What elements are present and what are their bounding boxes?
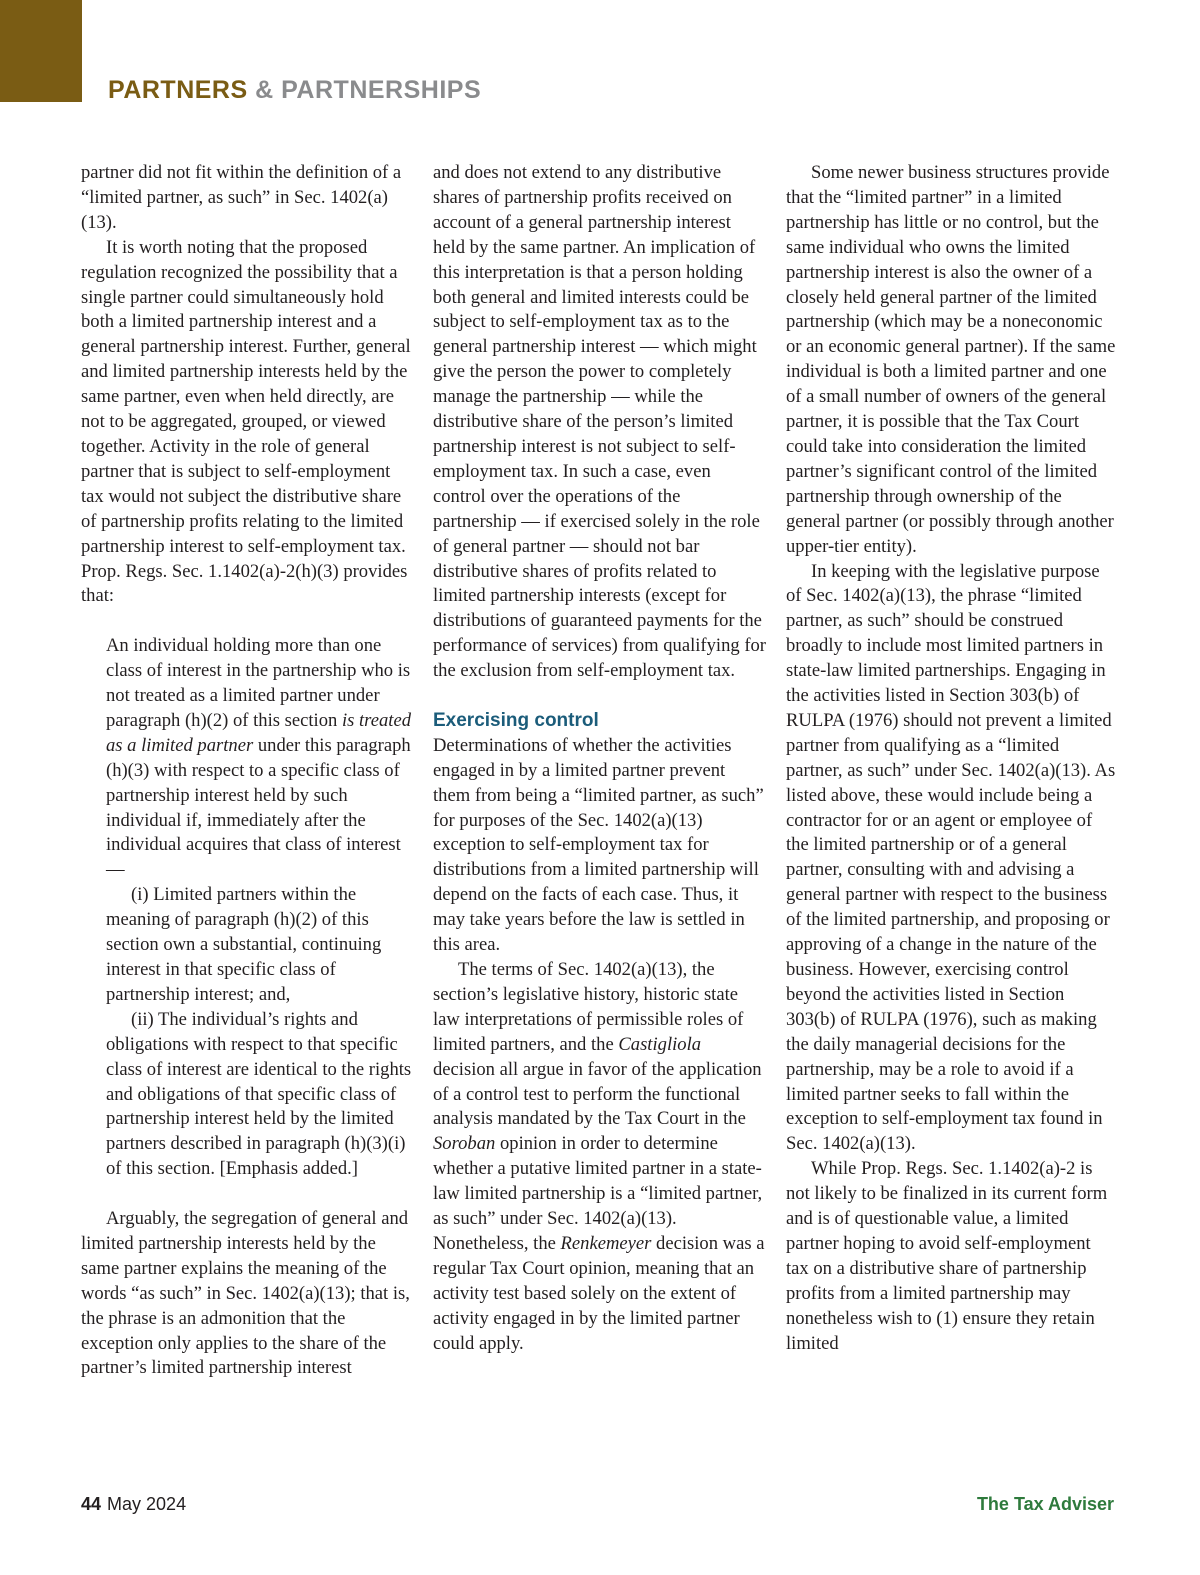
text-run: decision was a regular Tax Court opinion, meaning that an activity test based solely on the extent of activity engaged in by the limited partner could apply. [433, 1232, 765, 1354]
quote-text: under this paragraph (h)(3) with respect to a specific class of partnership interest held by such individual if, immediately after the individual acquires that class of interest — [106, 734, 411, 881]
case-name-castigliola: Castigliola [618, 1033, 702, 1055]
case-name-soroban: Soroban [433, 1133, 496, 1155]
quote-paragraph [106, 634, 412, 883]
corner-color-block [0, 0, 82, 102]
page-number: 44 [81, 1494, 102, 1514]
quote-paragraph: (i) Limited partners within the meaning of paragraph (h)(2) of this section own a substantial, continuing interest in that specific class of partnership interest; and, [106, 884, 382, 1005]
subheading-exercising-control: Exercising control [433, 709, 599, 731]
text-run: opinion in order to determine whether a putative limited partner in a state-law limited partnership is a “limited partner, as such” under Sec. 1402(a)(13). Nonetheless, the [433, 1133, 763, 1254]
issue-date: May 2024 [107, 1494, 187, 1514]
paragraph: Arguably, the segregation of general and limited partnership interests held by the same partner explains the meaning of the words “as such” in Sec. 1402(a)(13); that is, the phrase is an admonition that the exception only applies to the share of the partner’s limited partnership interest [81, 1208, 410, 1379]
quote-text: An individual holding more than one class of interest in the partnership who is not treated as a limited partner under paragraph (h)(2) of this section [106, 635, 411, 731]
section-header [108, 74, 481, 106]
section-header-rest: & PARTNERSHIPS [247, 76, 482, 104]
publication-name: The Tax Adviser [976, 1494, 1114, 1514]
section-header-bold: PARTNERS [108, 76, 248, 104]
paragraph: partner did not fit within the definition of a “limited partner, as such” in Sec. 1402(a)(13). [81, 162, 402, 233]
column-3 [786, 161, 1116, 1357]
paragraph: In keeping with the legislative purpose of Sec. 1402(a)(13), the phrase “limited partner, as such” should be construed broadly to include most limited partners in state-law limited partnerships. Engaging in the activities listed in Section 303(b) of RULPA (1976) should not prevent a limited partner from qualifying as a “limited partner, as such” under Sec. 1402(a)(13). As listed above, these would include being a contractor for or an agent or employee of the limited partnership or of a general partner, consulting with and advising a general partner with respect to the business of the limited partnership, and proposing or approving of a change in the nature of the business. However, exercising control beyond the activities listed in Section 303(b) of RULPA (1976), such as making the daily managerial decisions for the partnership, may be a role to avoid if a limited partner seeks to fall within the exception to self-employment tax found in Sec. 1402(a)(13). [786, 560, 1116, 1155]
block-quote [106, 634, 412, 1182]
paragraph: It is worth noting that the proposed regulation recognized the possibility that a single partner could simultaneously hold both a limited partnership interest and a general partnership interest. Further, general and limited partnership interests held by the same partner, even when held directly, are not to be aggregated, grouped, or viewed together. Activity in the role of general partner that is subject to self-employment tax would not subject the distributive share of partnership profits relating to the limited partnership interest to self-employment tax. Prop. Regs. Sec. 1.1402(a)-2(h)(3) provides that: [81, 236, 411, 607]
paragraph: and does not extend to any distributive shares of partnership profits received on account of a general partnership interest held by the same partner. An implication of this interpretation is that a person holding both general and limited interests could be subject to self-employment tax as to the general partnership interest — which might give the person the power to completely manage the partnership — while the distributive share of the person’s limited partnership interest is not subject to self-employment tax. In such a case, even control over the operations of the partnership — if exercised solely in the role of general partner — should not bar distributive shares of profits related to limited partnership interests (except for distributions of guaranteed payments for the performance of services) from qualifying for the exclusion from self-employment tax. [433, 162, 766, 682]
paragraph: Determinations of whether the activities engaged in by a limited partner prevent them from being a “limited partner, as such” for purposes of the Sec. 1402(a)(13) exception to self-employment tax for distributions from a limited partnership will depend on the facts of each case. Thus, it may take years before the law is settled in this area. [433, 734, 764, 956]
paragraph: Some newer business structures provide that the “limited partner” in a limited partnership has little or no control, but the same individual who owns the limited partnership interest is also the owner of a closely held general partner of the limited partnership (which may be a noneconomic or an economic general partner). If the same individual is both a limited partner and one of a small number of owners of the general partner, it is possible that the Tax Court could take into consideration the limited partner’s significant control of the limited partnership through ownership of the general partner (or possibly through another upper-tier entity). [786, 162, 1116, 557]
text-run: The terms of Sec. 1402(a)(13), the section’s legislative history, historic state law interpretations of permissible roles of limited partners, and the [433, 958, 744, 1055]
quote-paragraph: (ii) The individual’s rights and obligations with respect to that specific class of interest are identical to the rights and obligations of that specific class of partnership interest held by the limited partners described in paragraph (h)(3)(i) of this section. [Emphasis added.] [106, 1008, 412, 1180]
case-name-renkemeyer: Renkemeyer [560, 1232, 652, 1254]
footer-folio [81, 1492, 186, 1516]
column-2 [433, 161, 766, 1356]
quote-emphasis: is treated as a limited partner [106, 709, 411, 756]
text-run: decision all argue in favor of the application of a control test to perform the functional analysis mandated by the Tax Court in the [433, 1058, 762, 1130]
paragraph [433, 958, 766, 1357]
paragraph: While Prop. Regs. Sec. 1.1402(a)-2 is not likely to be finalized in its current form and is of questionable value, a limited partner hoping to avoid self-employment tax on a distributive share of partnership profits from a limited partnership may nonetheless wish to (1) ensure they retain limited [786, 1158, 1108, 1354]
column-1 [81, 161, 412, 1381]
